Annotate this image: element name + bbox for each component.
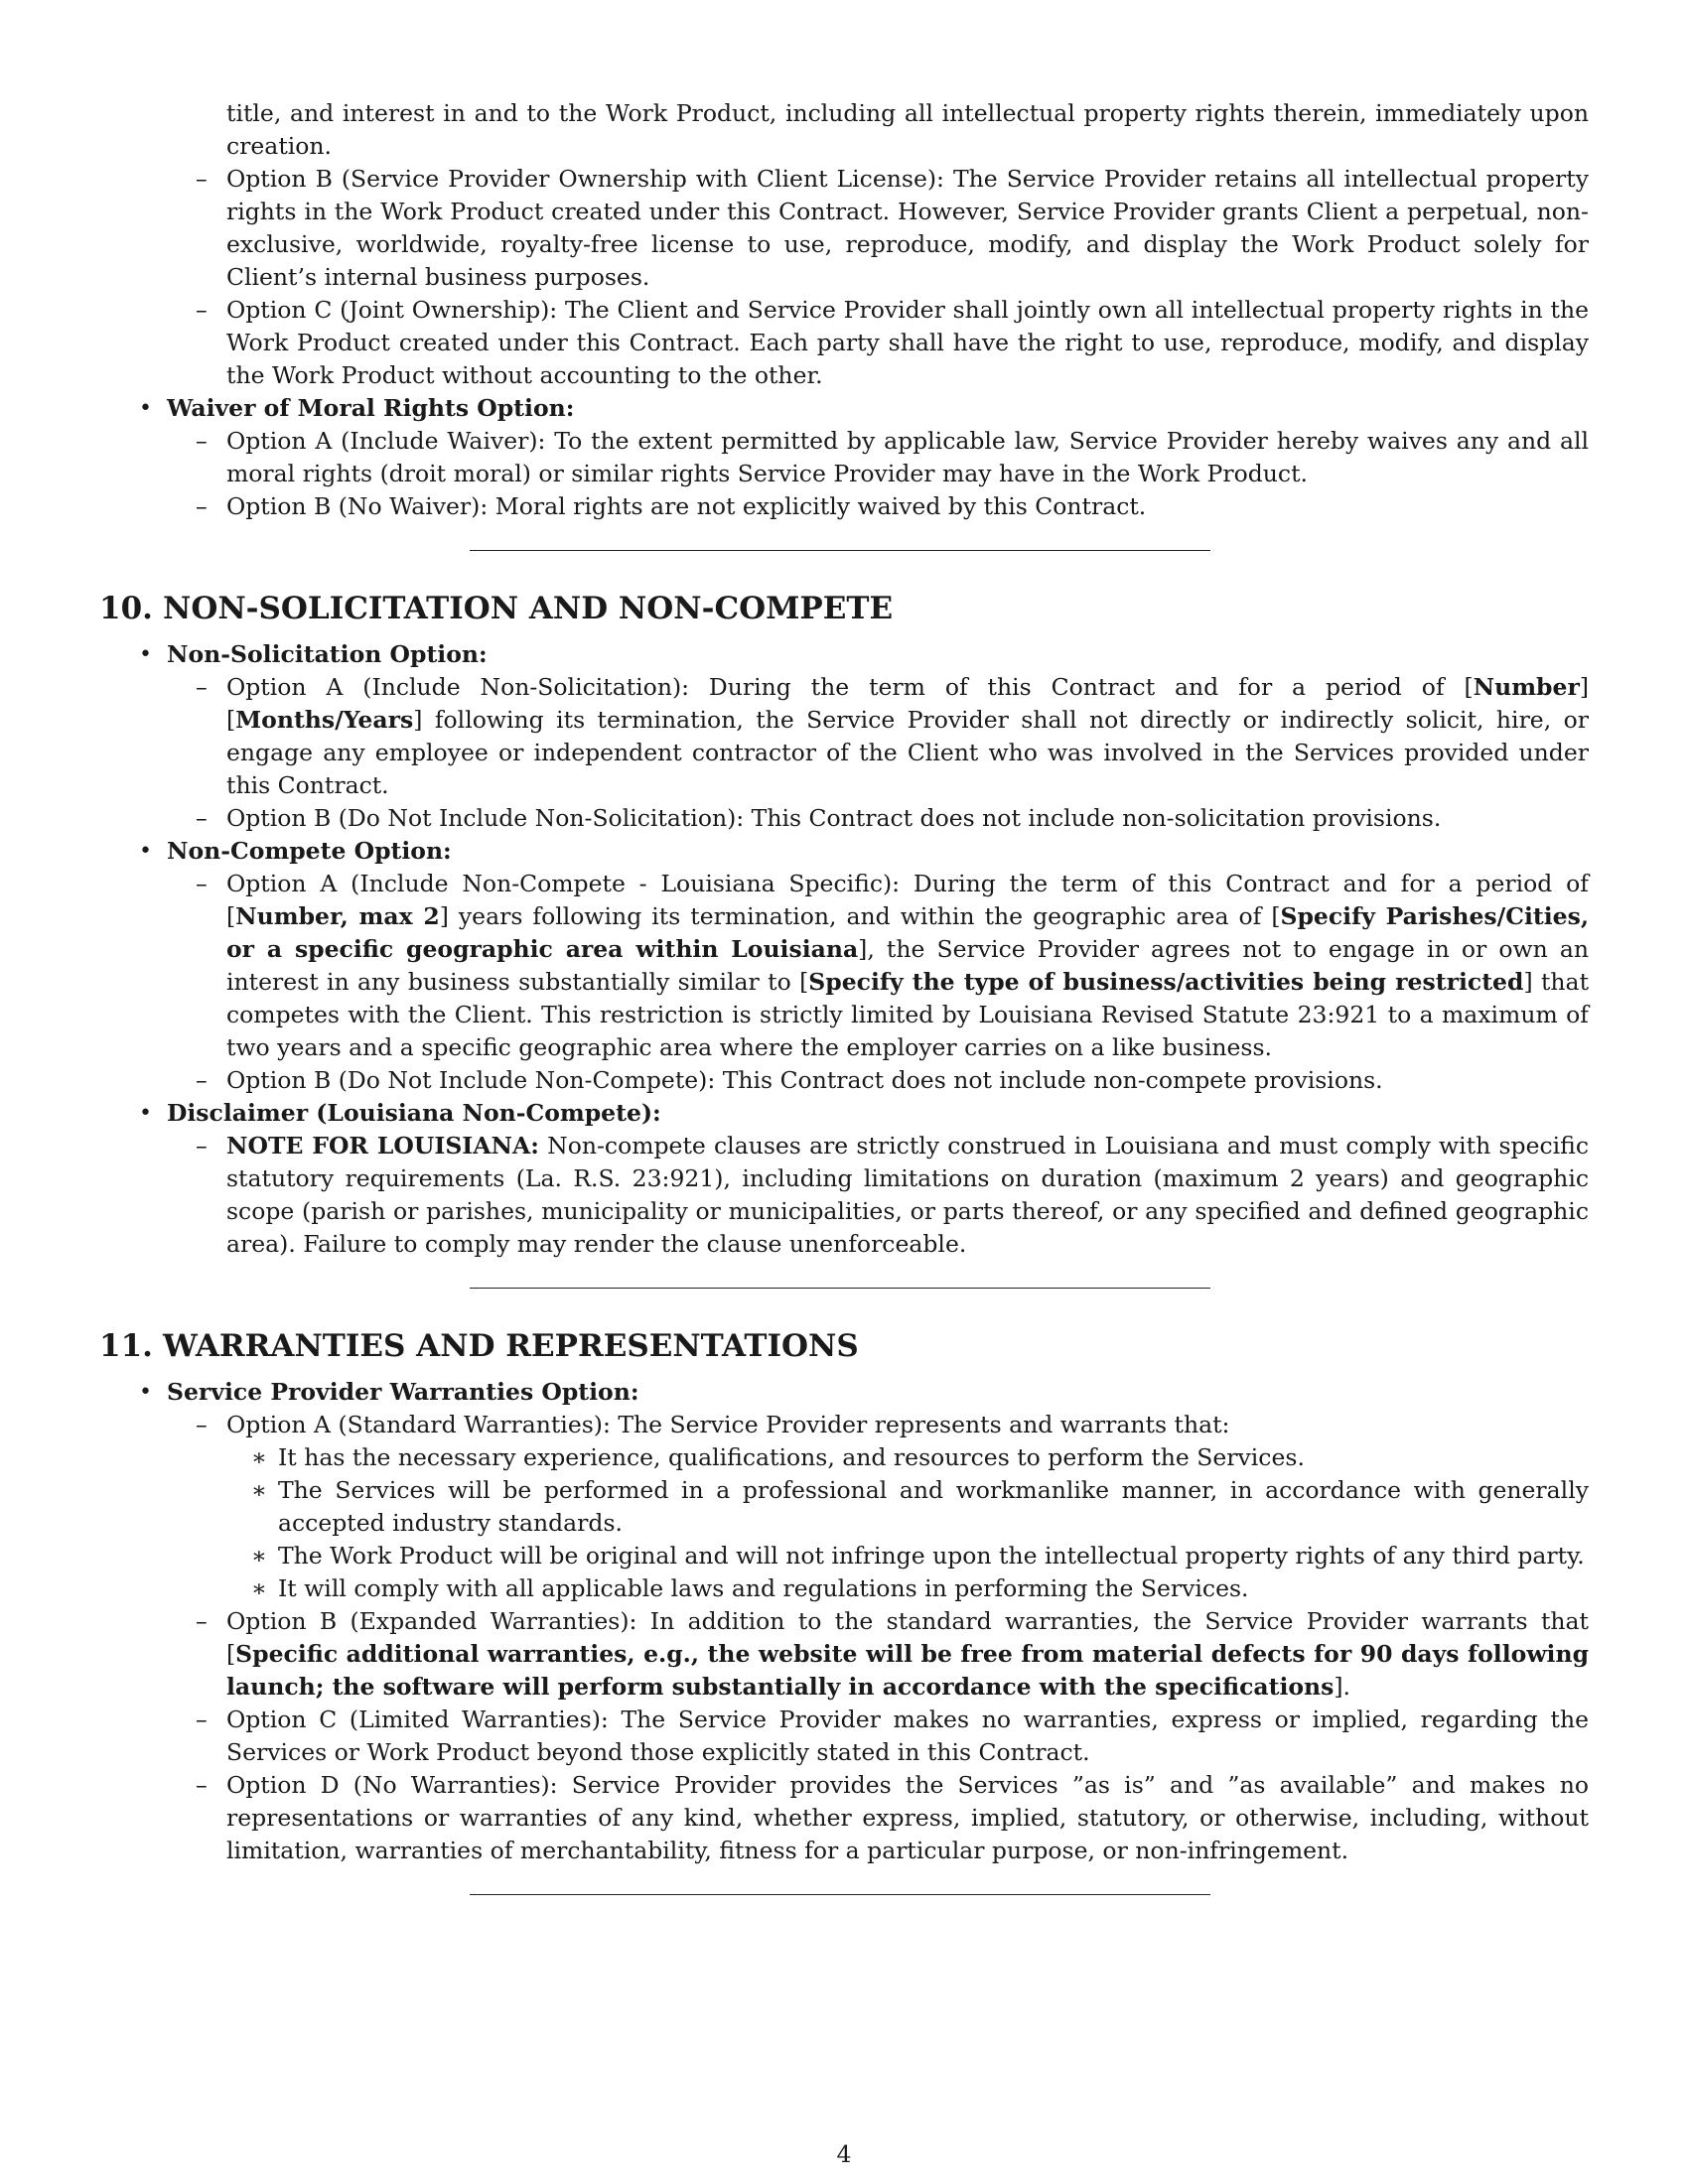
page-number: 4 (836, 2140, 852, 2168)
dash-marker: – (196, 1066, 208, 1094)
warranties-option-c: – Option C (Limited Warranties): The Service Provider makes no warranties, express or implied, regarding the Services or Work Product beyond those explicitly stated in this Contract. (196, 1706, 1589, 1766)
dash-marker: – (196, 1411, 208, 1438)
warranties-option-d: – Option D (No Warranties): Service Provider provides the Services ”as is” and ”as available” and makes no representations or warranties of any kind, whether express, implied, statutory, or otherwise, including, without limitation, warranties of merchantability, fitness for a particular purpose, or non-infringement. (196, 1771, 1589, 1864)
dash-marker: – (196, 427, 208, 455)
bullet-marker: • (139, 839, 152, 864)
warranty-item: ∗ The Services will be performed in a professional and workmanlike manner, in accordance with generally accepted industry standards. (251, 1476, 1589, 1537)
dash-marker: – (196, 673, 208, 701)
dash-marker: – (196, 1771, 208, 1799)
dash-marker: – (196, 165, 208, 193)
warranty-item: ∗ It will comply with all applicable laws and regulations in performing the Services. (99, 1572, 1589, 1605)
non-solicitation-option-a: – Option A (Include Non-Solicitation): During the term of this Contract and for a period of [Number] [Months/Years] following its termination, the Service Provider shall not directly or indirectly solicit, hire, or engage any employee or independent contractor of the Client who was involved in the Services provided under this Contract. (196, 673, 1589, 799)
dash-marker: – (196, 296, 208, 324)
dash-marker: – (196, 870, 208, 897)
dash-marker: – (196, 1132, 208, 1160)
non-compete-option-b: – Option B (Do Not Include Non-Compete): This Contract does not include non-compete provisions. (99, 1064, 1589, 1097)
asterisk-marker: ∗ (251, 1476, 267, 1504)
asterisk-marker: ∗ (251, 1443, 267, 1471)
dash-marker: – (196, 1706, 208, 1733)
non-solicitation-option-b: – Option B (Do Not Include Non-Solicitation): This Contract does not include non-solicitation provisions. (99, 802, 1589, 835)
warranties-heading: • Service Provider Warranties Option: (99, 1376, 1589, 1409)
document-page (99, 97, 1589, 1895)
waiver-heading: • Waiver of Moral Rights Option: (99, 392, 1589, 425)
section-divider (470, 1894, 1210, 1895)
non-solicitation-heading: • Non-Solicitation Option: (99, 638, 1589, 671)
bullet-marker: • (139, 396, 152, 421)
non-compete-heading: • Non-Compete Option: (99, 835, 1589, 868)
non-compete-option-a: – Option A (Include Non-Compete - Louisiana Specific): During the term of this Contract and for a period of [Number, max 2] years following its termination, and within the geographic area of [Specify Parishes/Cities, or a specific geographic area within Louisiana], the Service Provider agrees not to engage in or own an interest in any business substantially similar to [Specify the type of business/activities being restricted] that competes with the Client. This restriction is strictly limited by Louisiana Revised Statute 23:921 to a maximum of two years and a specific geographic area where the employer carries on a like business. (196, 870, 1590, 1061)
asterisk-marker: ∗ (251, 1574, 267, 1602)
ownership-option-b: – Option B (Service Provider Ownership with Client License): The Service Provider retains all intellectual property rights in the Work Product created under this Contract. However, Service Provider grants Client a perpetual, non-exclusive, worldwide, royalty-free license to use, reproduce, modify, and display the Work Product solely for Client’s internal business purposes. (196, 165, 1589, 291)
bullet-marker: • (139, 1380, 152, 1405)
bullet-marker: • (139, 642, 152, 667)
section-divider (470, 550, 1210, 551)
dash-marker: – (196, 1607, 208, 1635)
ownership-option-a-continuation: title, and interest in and to the Work Product, including all intellectual property rights therein, immediately upon creation. (226, 99, 1589, 160)
dash-marker: – (196, 804, 208, 832)
section-11-heading: 11. WARRANTIES AND REPRESENTATIONS (99, 1328, 859, 1364)
dash-marker: – (196, 492, 208, 520)
asterisk-marker: ∗ (251, 1542, 267, 1570)
ownership-option-c: – Option C (Joint Ownership): The Client and Service Provider shall jointly own all intellectual property rights in the Work Product created under this Contract. Each party shall have the right to use, reproduce, modify, and display the Work Product without accounting to the other. (196, 296, 1589, 389)
waiver-option-a: – Option A (Include Waiver): To the extent permitted by applicable law, Service Provider hereby waives any and all moral rights (droit moral) or similar rights Service Provider may have in the Work Product. (196, 427, 1589, 487)
section-divider (470, 1288, 1210, 1289)
warranties-option-b: – Option B (Expanded Warranties): In addition to the standard warranties, the Service Provider warrants that [Specific additional warranties, e.g., the website will be free from material defects for 90 days following launch; the software will perform substantially in accordance with the specifications]. (196, 1607, 1589, 1701)
warranty-item: ∗ The Work Product will be original and will not infringe upon the intellectual property rights of any third party. (99, 1540, 1589, 1572)
bullet-marker: • (139, 1101, 152, 1126)
disclaimer-heading: • Disclaimer (Louisiana Non-Compete): (99, 1097, 1589, 1130)
louisiana-note: – NOTE FOR LOUISIANA: Non-compete clauses are strictly construed in Louisiana and must comply with specific statutory requirements (La. R.S. 23:921), including limitations on duration (maximum 2 years) and geographic scope (parish or parishes, municipality or municipalities, or parts thereof, or any specified and defined geographic area). Failure to comply may render the clause unenforceable. (196, 1132, 1589, 1258)
section-10-heading: 10. NON-SOLICITATION AND NON-COMPETE (99, 591, 894, 626)
warranty-item: ∗ It has the necessary experience, qualifications, and resources to perform the Services. (99, 1441, 1589, 1474)
warranties-option-a: – Option A (Standard Warranties): The Service Provider represents and warrants that: (99, 1409, 1589, 1441)
waiver-option-b: – Option B (No Waiver): Moral rights are not explicitly waived by this Contract. (99, 490, 1589, 523)
